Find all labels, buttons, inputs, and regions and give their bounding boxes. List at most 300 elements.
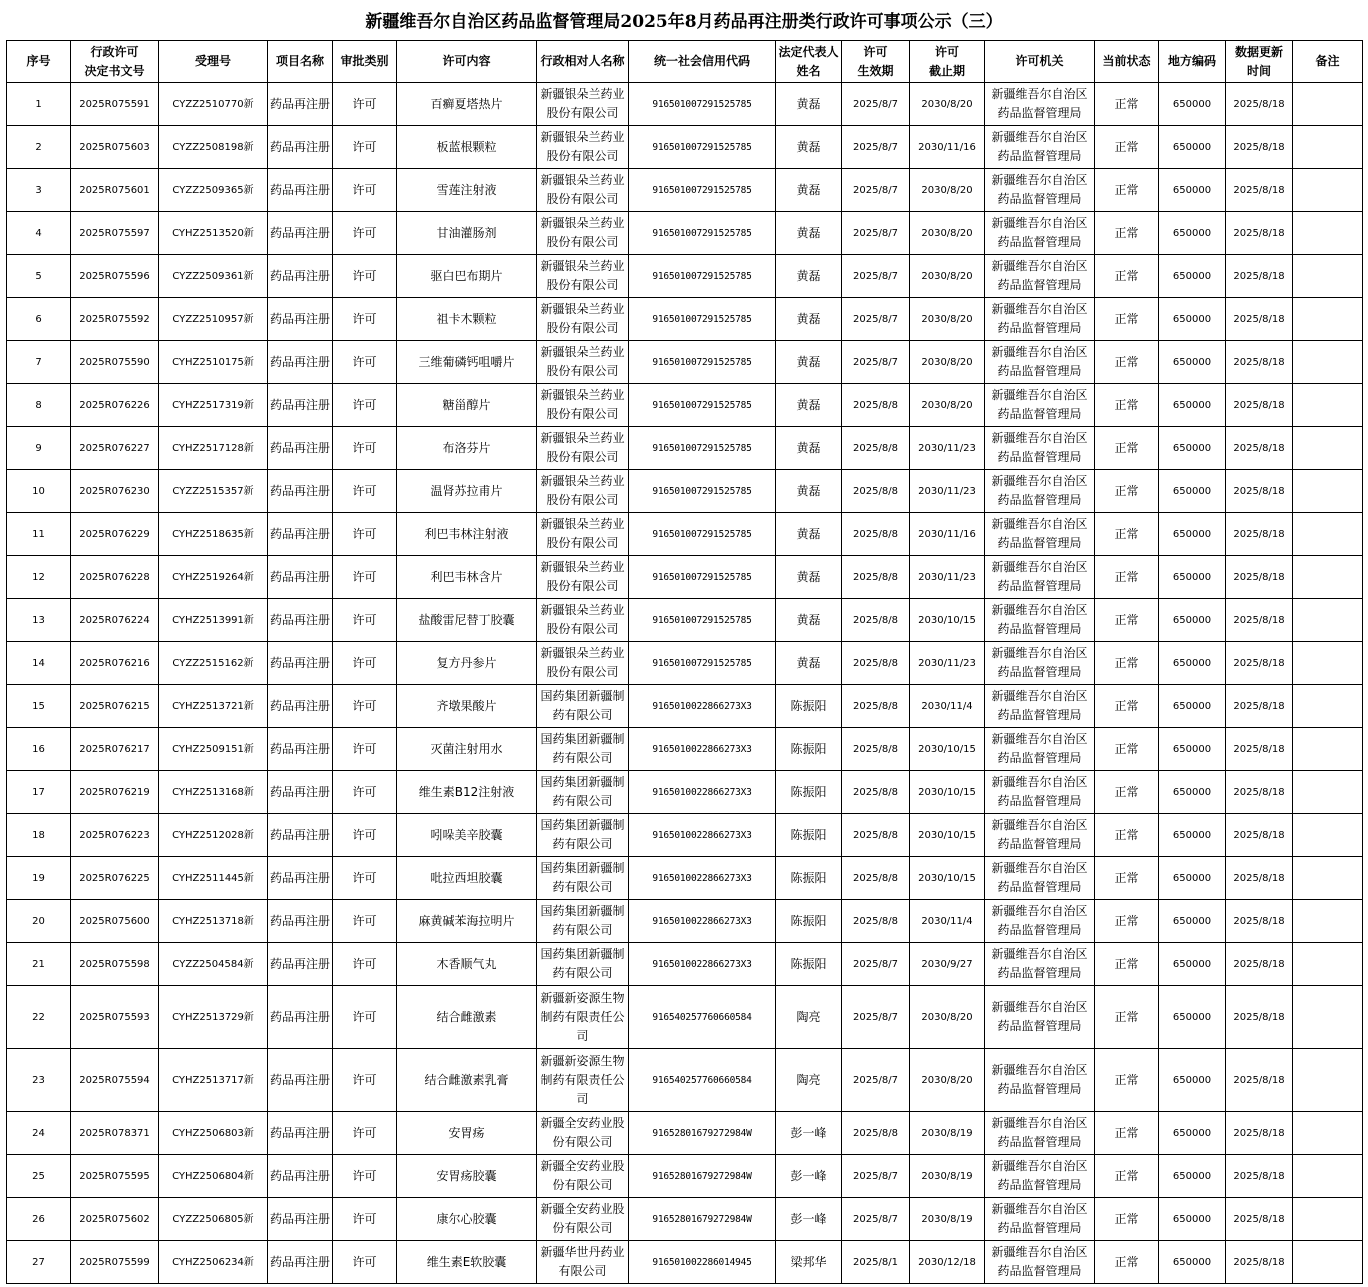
cell-applicant-name: 新疆银朵兰药业股份有限公司 (537, 384, 629, 427)
cell-effective-date: 2025/8/8 (842, 728, 910, 771)
cell-applicant-name: 新疆银朵兰药业股份有限公司 (537, 470, 629, 513)
spreadsheet-page (6, 4, 1362, 1284)
cell-effective-date: 2025/8/7 (842, 255, 910, 298)
cell-effective-date: 2025/8/8 (842, 900, 910, 943)
cell-effective-date: 2025/8/7 (842, 212, 910, 255)
cell-legal-rep: 黄磊 (776, 556, 842, 599)
cell-effective-date: 2025/8/8 (842, 1112, 910, 1155)
cell-acceptance-no: CYHZ2513991新 (159, 599, 268, 642)
cell-legal-rep: 陈振阳 (776, 900, 842, 943)
cell-update-time: 2025/8/18 (1226, 771, 1293, 814)
cell-expiry-date: 2030/8/20 (910, 169, 985, 212)
cell-decision-no: 2025R076229 (71, 513, 159, 556)
cell-permit-content: 驱白巴布期片 (397, 255, 537, 298)
cell-project-name: 药品再注册 (268, 685, 333, 728)
cell-region-code: 650000 (1159, 857, 1226, 900)
cell-seq: 11 (7, 513, 71, 556)
table-row (7, 642, 1363, 685)
cell-legal-rep: 黄磊 (776, 169, 842, 212)
cell-remarks (1293, 83, 1363, 126)
cell-credit-code: 91652801679272984W (629, 1112, 776, 1155)
cell-remarks (1293, 1112, 1363, 1155)
cell-permit-authority: 新疆维吾尔自治区药品监督管理局 (985, 169, 1095, 212)
cell-applicant-name: 新疆新姿源生物制药有限责任公司 (537, 986, 629, 1049)
cell-applicant-name: 新疆新姿源生物制药有限责任公司 (537, 1049, 629, 1112)
cell-remarks (1293, 1049, 1363, 1112)
cell-project-name: 药品再注册 (268, 427, 333, 470)
cell-project-name: 药品再注册 (268, 814, 333, 857)
cell-expiry-date: 2030/10/15 (910, 599, 985, 642)
cell-applicant-name: 新疆银朵兰药业股份有限公司 (537, 169, 629, 212)
cell-remarks (1293, 470, 1363, 513)
table-row (7, 814, 1363, 857)
cell-remarks (1293, 943, 1363, 986)
cell-project-name: 药品再注册 (268, 1049, 333, 1112)
cell-project-name: 药品再注册 (268, 384, 333, 427)
cell-approval-type: 许可 (333, 513, 397, 556)
cell-remarks (1293, 513, 1363, 556)
cell-expiry-date: 2030/8/19 (910, 1155, 985, 1198)
cell-update-time: 2025/8/18 (1226, 599, 1293, 642)
cell-update-time: 2025/8/18 (1226, 685, 1293, 728)
cell-region-code: 650000 (1159, 1198, 1226, 1241)
cell-expiry-date: 2030/8/20 (910, 83, 985, 126)
cell-credit-code: 916501002286014945 (629, 1241, 776, 1284)
cell-decision-no: 2025R075590 (71, 341, 159, 384)
cell-credit-code: 916501007291525785 (629, 513, 776, 556)
cell-approval-type: 许可 (333, 298, 397, 341)
cell-permit-content: 百癣夏塔热片 (397, 83, 537, 126)
cell-remarks (1293, 1155, 1363, 1198)
cell-permit-authority: 新疆维吾尔自治区药品监督管理局 (985, 771, 1095, 814)
cell-acceptance-no: CYHZ2511445新 (159, 857, 268, 900)
cell-expiry-date: 2030/11/16 (910, 513, 985, 556)
cell-update-time: 2025/8/18 (1226, 255, 1293, 298)
cell-acceptance-no: CYHZ2519264新 (159, 556, 268, 599)
cell-permit-content: 康尔心胶囊 (397, 1198, 537, 1241)
cell-effective-date: 2025/8/8 (842, 814, 910, 857)
cell-approval-type: 许可 (333, 169, 397, 212)
cell-remarks (1293, 771, 1363, 814)
cell-legal-rep: 陈振阳 (776, 728, 842, 771)
cell-legal-rep: 黄磊 (776, 599, 842, 642)
cell-status: 正常 (1095, 1198, 1159, 1241)
cell-acceptance-no: CYHZ2510175新 (159, 341, 268, 384)
cell-decision-no: 2025R075595 (71, 1155, 159, 1198)
table-row (7, 255, 1363, 298)
cell-decision-no: 2025R076230 (71, 470, 159, 513)
cell-region-code: 650000 (1159, 298, 1226, 341)
cell-remarks (1293, 642, 1363, 685)
cell-remarks (1293, 298, 1363, 341)
cell-decision-no: 2025R075594 (71, 1049, 159, 1112)
cell-project-name: 药品再注册 (268, 900, 333, 943)
table-row (7, 169, 1363, 212)
cell-credit-code: 916540257760660584 (629, 1049, 776, 1112)
cell-permit-authority: 新疆维吾尔自治区药品监督管理局 (985, 642, 1095, 685)
cell-status: 正常 (1095, 556, 1159, 599)
cell-region-code: 650000 (1159, 986, 1226, 1049)
cell-status: 正常 (1095, 513, 1159, 556)
header-credit-code: 统一社会信用代码 (629, 41, 776, 83)
cell-status: 正常 (1095, 341, 1159, 384)
cell-expiry-date: 2030/11/4 (910, 685, 985, 728)
cell-effective-date: 2025/8/1 (842, 1241, 910, 1284)
cell-applicant-name: 国药集团新疆制药有限公司 (537, 900, 629, 943)
cell-acceptance-no: CYZZ2515162新 (159, 642, 268, 685)
header-legal-rep: 法定代表人 姓名 (776, 41, 842, 83)
cell-credit-code: 9165010022866273X3 (629, 728, 776, 771)
table-row (7, 685, 1363, 728)
cell-region-code: 650000 (1159, 513, 1226, 556)
cell-remarks (1293, 341, 1363, 384)
cell-decision-no: 2025R078371 (71, 1112, 159, 1155)
cell-effective-date: 2025/8/7 (842, 986, 910, 1049)
cell-seq: 8 (7, 384, 71, 427)
table-row (7, 513, 1363, 556)
cell-region-code: 650000 (1159, 685, 1226, 728)
cell-update-time: 2025/8/18 (1226, 384, 1293, 427)
cell-expiry-date: 2030/10/15 (910, 728, 985, 771)
cell-update-time: 2025/8/18 (1226, 427, 1293, 470)
cell-approval-type: 许可 (333, 642, 397, 685)
cell-project-name: 药品再注册 (268, 298, 333, 341)
cell-approval-type: 许可 (333, 384, 397, 427)
cell-credit-code: 91652801679272984W (629, 1198, 776, 1241)
cell-seq: 10 (7, 470, 71, 513)
cell-status: 正常 (1095, 728, 1159, 771)
cell-seq: 22 (7, 986, 71, 1049)
cell-permit-content: 维生素E软胶囊 (397, 1241, 537, 1284)
cell-status: 正常 (1095, 470, 1159, 513)
cell-effective-date: 2025/8/7 (842, 1198, 910, 1241)
cell-credit-code: 9165010022866273X3 (629, 900, 776, 943)
table-row (7, 1112, 1363, 1155)
cell-region-code: 650000 (1159, 126, 1226, 169)
cell-effective-date: 2025/8/7 (842, 341, 910, 384)
cell-applicant-name: 新疆银朵兰药业股份有限公司 (537, 255, 629, 298)
cell-credit-code: 916501007291525785 (629, 642, 776, 685)
permit-table (6, 40, 1363, 1284)
cell-permit-authority: 新疆维吾尔自治区药品监督管理局 (985, 943, 1095, 986)
cell-remarks (1293, 685, 1363, 728)
cell-applicant-name: 新疆银朵兰药业股份有限公司 (537, 341, 629, 384)
cell-seq: 2 (7, 126, 71, 169)
cell-status: 正常 (1095, 857, 1159, 900)
cell-legal-rep: 黄磊 (776, 642, 842, 685)
cell-seq: 3 (7, 169, 71, 212)
table-row (7, 943, 1363, 986)
cell-seq: 24 (7, 1112, 71, 1155)
cell-status: 正常 (1095, 427, 1159, 470)
cell-expiry-date: 2030/12/18 (910, 1241, 985, 1284)
cell-update-time: 2025/8/18 (1226, 169, 1293, 212)
cell-decision-no: 2025R076227 (71, 427, 159, 470)
cell-approval-type: 许可 (333, 814, 397, 857)
cell-applicant-name: 新疆全安药业股份有限公司 (537, 1198, 629, 1241)
cell-approval-type: 许可 (333, 255, 397, 298)
cell-permit-content: 吲哚美辛胶囊 (397, 814, 537, 857)
table-row (7, 771, 1363, 814)
cell-permit-authority: 新疆维吾尔自治区药品监督管理局 (985, 341, 1095, 384)
cell-approval-type: 许可 (333, 900, 397, 943)
cell-region-code: 650000 (1159, 83, 1226, 126)
cell-applicant-name: 国药集团新疆制药有限公司 (537, 771, 629, 814)
cell-update-time: 2025/8/18 (1226, 986, 1293, 1049)
table-row (7, 298, 1363, 341)
cell-region-code: 650000 (1159, 427, 1226, 470)
cell-effective-date: 2025/8/8 (842, 470, 910, 513)
cell-effective-date: 2025/8/8 (842, 771, 910, 814)
cell-expiry-date: 2030/8/20 (910, 298, 985, 341)
cell-seq: 17 (7, 771, 71, 814)
cell-expiry-date: 2030/11/16 (910, 126, 985, 169)
cell-decision-no: 2025R075603 (71, 126, 159, 169)
cell-legal-rep: 黄磊 (776, 255, 842, 298)
cell-permit-content: 板蓝根颗粒 (397, 126, 537, 169)
cell-effective-date: 2025/8/8 (842, 685, 910, 728)
cell-project-name: 药品再注册 (268, 470, 333, 513)
cell-project-name: 药品再注册 (268, 126, 333, 169)
cell-effective-date: 2025/8/8 (842, 513, 910, 556)
cell-remarks (1293, 1198, 1363, 1241)
cell-legal-rep: 黄磊 (776, 126, 842, 169)
cell-decision-no: 2025R075592 (71, 298, 159, 341)
cell-expiry-date: 2030/11/23 (910, 556, 985, 599)
cell-update-time: 2025/8/18 (1226, 298, 1293, 341)
cell-expiry-date: 2030/8/20 (910, 986, 985, 1049)
table-row (7, 1155, 1363, 1198)
cell-decision-no: 2025R076224 (71, 599, 159, 642)
cell-effective-date: 2025/8/7 (842, 943, 910, 986)
cell-project-name: 药品再注册 (268, 1198, 333, 1241)
cell-project-name: 药品再注册 (268, 83, 333, 126)
cell-permit-authority: 新疆维吾尔自治区药品监督管理局 (985, 556, 1095, 599)
cell-permit-content: 结合雌激素乳膏 (397, 1049, 537, 1112)
cell-effective-date: 2025/8/7 (842, 1049, 910, 1112)
cell-credit-code: 916501007291525785 (629, 126, 776, 169)
header-decision-no: 行政许可 决定书文号 (71, 41, 159, 83)
cell-project-name: 药品再注册 (268, 599, 333, 642)
cell-permit-content: 复方丹参片 (397, 642, 537, 685)
cell-decision-no: 2025R075601 (71, 169, 159, 212)
cell-status: 正常 (1095, 943, 1159, 986)
cell-project-name: 药品再注册 (268, 986, 333, 1049)
table-body (7, 83, 1363, 1284)
cell-applicant-name: 新疆银朵兰药业股份有限公司 (537, 599, 629, 642)
cell-project-name: 药品再注册 (268, 1112, 333, 1155)
cell-project-name: 药品再注册 (268, 341, 333, 384)
cell-effective-date: 2025/8/8 (842, 642, 910, 685)
cell-seq: 26 (7, 1198, 71, 1241)
cell-decision-no: 2025R075600 (71, 900, 159, 943)
cell-region-code: 650000 (1159, 814, 1226, 857)
cell-legal-rep: 陶亮 (776, 1049, 842, 1112)
cell-credit-code: 9165010022866273X3 (629, 771, 776, 814)
cell-acceptance-no: CYHZ2518635新 (159, 513, 268, 556)
cell-permit-authority: 新疆维吾尔自治区药品监督管理局 (985, 900, 1095, 943)
cell-legal-rep: 黄磊 (776, 212, 842, 255)
cell-update-time: 2025/8/18 (1226, 341, 1293, 384)
cell-acceptance-no: CYHZ2509151新 (159, 728, 268, 771)
cell-legal-rep: 陈振阳 (776, 857, 842, 900)
table-row (7, 427, 1363, 470)
header-status: 当前状态 (1095, 41, 1159, 83)
cell-applicant-name: 国药集团新疆制药有限公司 (537, 728, 629, 771)
header-region-code: 地方编码 (1159, 41, 1226, 83)
cell-remarks (1293, 384, 1363, 427)
cell-region-code: 650000 (1159, 943, 1226, 986)
cell-status: 正常 (1095, 298, 1159, 341)
cell-acceptance-no: CYHZ2512028新 (159, 814, 268, 857)
cell-seq: 18 (7, 814, 71, 857)
table-row (7, 986, 1363, 1049)
cell-seq: 14 (7, 642, 71, 685)
table-row (7, 212, 1363, 255)
cell-update-time: 2025/8/18 (1226, 513, 1293, 556)
cell-applicant-name: 新疆银朵兰药业股份有限公司 (537, 513, 629, 556)
cell-decision-no: 2025R076226 (71, 384, 159, 427)
cell-project-name: 药品再注册 (268, 728, 333, 771)
cell-region-code: 650000 (1159, 1155, 1226, 1198)
cell-decision-no: 2025R075591 (71, 83, 159, 126)
cell-status: 正常 (1095, 1049, 1159, 1112)
cell-applicant-name: 新疆银朵兰药业股份有限公司 (537, 83, 629, 126)
cell-decision-no: 2025R075598 (71, 943, 159, 986)
cell-legal-rep: 陶亮 (776, 986, 842, 1049)
cell-region-code: 650000 (1159, 255, 1226, 298)
cell-decision-no: 2025R075593 (71, 986, 159, 1049)
cell-seq: 15 (7, 685, 71, 728)
cell-credit-code: 916501007291525785 (629, 599, 776, 642)
cell-project-name: 药品再注册 (268, 1155, 333, 1198)
cell-approval-type: 许可 (333, 212, 397, 255)
cell-update-time: 2025/8/18 (1226, 642, 1293, 685)
cell-permit-content: 安胃疡胶囊 (397, 1155, 537, 1198)
cell-expiry-date: 2030/11/23 (910, 642, 985, 685)
cell-legal-rep: 陈振阳 (776, 685, 842, 728)
cell-credit-code: 916501007291525785 (629, 298, 776, 341)
cell-update-time: 2025/8/18 (1226, 1198, 1293, 1241)
table-row (7, 900, 1363, 943)
cell-status: 正常 (1095, 642, 1159, 685)
cell-seq: 20 (7, 900, 71, 943)
cell-credit-code: 916540257760660584 (629, 986, 776, 1049)
cell-permit-content: 甘油灌肠剂 (397, 212, 537, 255)
cell-credit-code: 916501007291525785 (629, 470, 776, 513)
cell-acceptance-no: CYZZ2510957新 (159, 298, 268, 341)
header-seq: 序号 (7, 41, 71, 83)
cell-region-code: 650000 (1159, 599, 1226, 642)
cell-legal-rep: 陈振阳 (776, 943, 842, 986)
cell-permit-content: 利巴韦林含片 (397, 556, 537, 599)
cell-update-time: 2025/8/18 (1226, 1112, 1293, 1155)
cell-update-time: 2025/8/18 (1226, 126, 1293, 169)
cell-project-name: 药品再注册 (268, 255, 333, 298)
cell-acceptance-no: CYHZ2513721新 (159, 685, 268, 728)
cell-project-name: 药品再注册 (268, 771, 333, 814)
cell-permit-authority: 新疆维吾尔自治区药品监督管理局 (985, 685, 1095, 728)
cell-seq: 9 (7, 427, 71, 470)
cell-permit-content: 齐墩果酸片 (397, 685, 537, 728)
cell-status: 正常 (1095, 83, 1159, 126)
cell-approval-type: 许可 (333, 943, 397, 986)
cell-decision-no: 2025R076216 (71, 642, 159, 685)
cell-region-code: 650000 (1159, 1049, 1226, 1112)
cell-permit-authority: 新疆维吾尔自治区药品监督管理局 (985, 298, 1095, 341)
cell-expiry-date: 2030/8/20 (910, 384, 985, 427)
cell-decision-no: 2025R076223 (71, 814, 159, 857)
cell-remarks (1293, 169, 1363, 212)
cell-status: 正常 (1095, 900, 1159, 943)
cell-seq: 25 (7, 1155, 71, 1198)
cell-legal-rep: 黄磊 (776, 83, 842, 126)
cell-status: 正常 (1095, 169, 1159, 212)
cell-permit-authority: 新疆维吾尔自治区药品监督管理局 (985, 1241, 1095, 1284)
cell-approval-type: 许可 (333, 685, 397, 728)
cell-update-time: 2025/8/18 (1226, 814, 1293, 857)
header-update-time: 数据更新 时间 (1226, 41, 1293, 83)
cell-approval-type: 许可 (333, 556, 397, 599)
cell-permit-content: 祖卡木颗粒 (397, 298, 537, 341)
cell-legal-rep: 黄磊 (776, 427, 842, 470)
cell-approval-type: 许可 (333, 83, 397, 126)
cell-remarks (1293, 255, 1363, 298)
cell-legal-rep: 黄磊 (776, 298, 842, 341)
cell-acceptance-no: CYHZ2513168新 (159, 771, 268, 814)
cell-expiry-date: 2030/8/20 (910, 1049, 985, 1112)
cell-acceptance-no: CYHZ2506804新 (159, 1155, 268, 1198)
cell-permit-authority: 新疆维吾尔自治区药品监督管理局 (985, 513, 1095, 556)
cell-remarks (1293, 599, 1363, 642)
cell-effective-date: 2025/8/7 (842, 169, 910, 212)
cell-expiry-date: 2030/10/15 (910, 814, 985, 857)
cell-region-code: 650000 (1159, 470, 1226, 513)
cell-remarks (1293, 986, 1363, 1049)
cell-seq: 5 (7, 255, 71, 298)
cell-acceptance-no: CYZZ2509361新 (159, 255, 268, 298)
cell-permit-authority: 新疆维吾尔自治区药品监督管理局 (985, 986, 1095, 1049)
cell-approval-type: 许可 (333, 599, 397, 642)
cell-approval-type: 许可 (333, 470, 397, 513)
cell-applicant-name: 国药集团新疆制药有限公司 (537, 685, 629, 728)
cell-seq: 12 (7, 556, 71, 599)
cell-seq: 16 (7, 728, 71, 771)
cell-approval-type: 许可 (333, 857, 397, 900)
cell-region-code: 650000 (1159, 728, 1226, 771)
cell-permit-authority: 新疆维吾尔自治区药品监督管理局 (985, 1155, 1095, 1198)
cell-update-time: 2025/8/18 (1226, 857, 1293, 900)
cell-approval-type: 许可 (333, 728, 397, 771)
cell-effective-date: 2025/8/7 (842, 298, 910, 341)
cell-project-name: 药品再注册 (268, 642, 333, 685)
cell-project-name: 药品再注册 (268, 1241, 333, 1284)
cell-legal-rep: 陈振阳 (776, 814, 842, 857)
cell-permit-content: 木香顺气丸 (397, 943, 537, 986)
cell-remarks (1293, 126, 1363, 169)
cell-update-time: 2025/8/18 (1226, 83, 1293, 126)
cell-approval-type: 许可 (333, 126, 397, 169)
cell-permit-authority: 新疆维吾尔自治区药品监督管理局 (985, 384, 1095, 427)
cell-permit-authority: 新疆维吾尔自治区药品监督管理局 (985, 599, 1095, 642)
cell-region-code: 650000 (1159, 556, 1226, 599)
cell-seq: 7 (7, 341, 71, 384)
cell-decision-no: 2025R076215 (71, 685, 159, 728)
cell-remarks (1293, 728, 1363, 771)
cell-permit-content: 吡拉西坦胶囊 (397, 857, 537, 900)
header-expiry-date: 许可 截止期 (910, 41, 985, 83)
cell-permit-authority: 新疆维吾尔自治区药品监督管理局 (985, 427, 1095, 470)
